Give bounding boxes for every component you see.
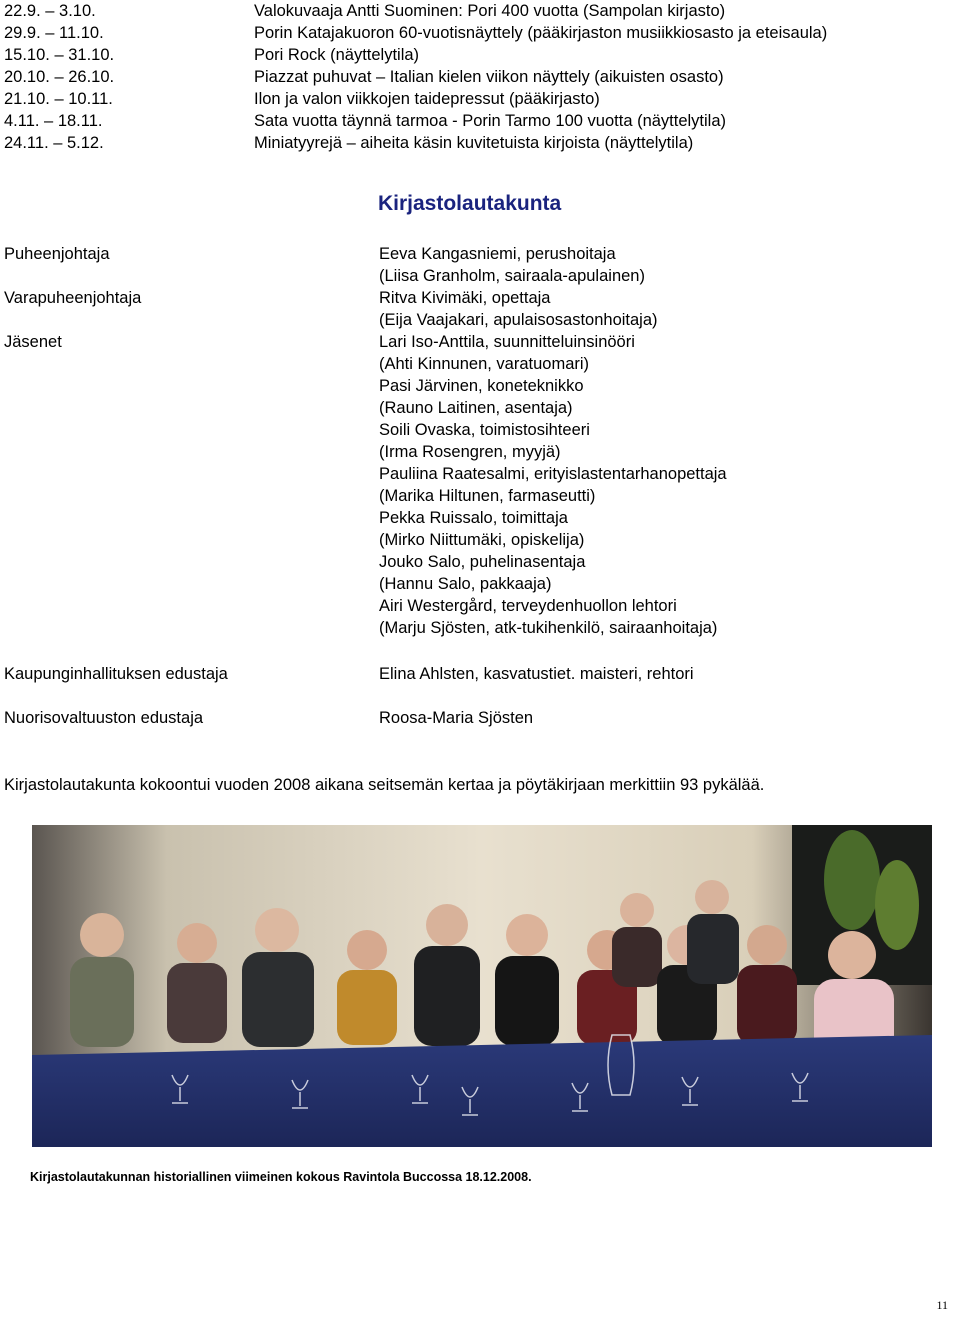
- city-board-rep-name: Elina Ahlsten, kasvatustiet. maisteri, rehtori: [379, 665, 694, 683]
- meeting-summary: Kirjastolautakunta kokoontui vuoden 2008 aikana seitsemän kertaa ja pöytäkirjaan merkittiin 93 pykälää.: [4, 776, 765, 794]
- exhibition-description: Valokuvaaja Antti Suominen: Pori 400 vuotta (Sampolan kirjasto): [254, 2, 726, 20]
- exhibition-description: Piazzat puhuvat – Italian kielen viikon näyttely (aikuisten osasto): [254, 68, 724, 86]
- exhibition-date: 21.10. – 10.11.: [4, 90, 113, 108]
- exhibition-date: 22.9. – 3.10.: [4, 2, 96, 20]
- role-city-board-rep-label: Kaupunginhallituksen edustaja: [4, 665, 228, 683]
- member-line: Soili Ovaska, toimistosihteeri: [379, 421, 590, 439]
- role-chair-label: Puheenjohtaja: [4, 245, 110, 263]
- exhibition-row: [4, 88, 954, 110]
- member-line: (Liisa Granholm, sairaala-apulainen): [379, 267, 645, 285]
- exhibition-date: 29.9. – 11.10.: [4, 24, 104, 42]
- role-members-label: Jäsenet: [4, 333, 62, 351]
- exhibition-list: [4, 0, 954, 154]
- member-line: (Eija Vaajakari, apulaisosastonhoitaja): [379, 311, 658, 329]
- exhibition-description: Porin Katajakuoron 60-vuotisnäyttely (pääkirjaston musiikkiosasto ja eteisaula): [254, 24, 828, 42]
- exhibition-description: Sata vuotta täynnä tarmoa - Porin Tarmo 100 vuotta (näyttelytila): [254, 112, 727, 130]
- exhibition-row: [4, 0, 954, 22]
- exhibition-date: 4.11. – 18.11.: [4, 112, 103, 130]
- member-line: Lari Iso-Anttila, suunnitteluinsinööri: [379, 333, 635, 351]
- member-line: (Mirko Niittumäki, opiskelija): [379, 531, 585, 549]
- page-number: 11: [936, 1298, 948, 1312]
- exhibition-row: [4, 22, 954, 44]
- exhibition-description: Pori Rock (näyttelytila): [254, 46, 420, 64]
- member-line: (Hannu Salo, pakkaaja): [379, 575, 552, 593]
- exhibition-description: Ilon ja valon viikkojen taidepressut (pääkirjasto): [254, 90, 600, 108]
- member-line: Pasi Järvinen, koneteknikko: [379, 377, 584, 395]
- role-youth-council-rep-label: Nuorisovaltuuston edustaja: [4, 709, 204, 727]
- member-line: (Marika Hiltunen, farmaseutti): [379, 487, 596, 505]
- photo-caption: Kirjastolautakunnan historiallinen viimeinen kokous Ravintola Buccossa 18.12.2008.: [30, 1170, 532, 1184]
- role-vice-chair-label: Varapuheenjohtaja: [4, 289, 142, 307]
- member-line: Airi Westergård, terveydenhuollon lehtori: [379, 597, 677, 615]
- member-line: Jouko Salo, puhelinasentaja: [379, 553, 586, 571]
- member-line: (Ahti Kinnunen, varatuomari): [379, 355, 590, 373]
- exhibition-row: [4, 44, 954, 66]
- exhibition-row: [4, 132, 954, 154]
- exhibition-row: [4, 66, 954, 88]
- exhibition-row: [4, 110, 954, 132]
- section-heading: Kirjastolautakunta: [378, 192, 562, 215]
- member-line: (Irma Rosengren, myyjä): [379, 443, 561, 461]
- member-line: (Marju Sjösten, atk-tukihenkilö, sairaanhoitaja): [379, 619, 718, 637]
- member-line: Pauliina Raatesalmi, erityislastentarhanopettaja: [379, 465, 727, 483]
- meeting-photo-illustration: [32, 825, 932, 1147]
- meeting-photo: [32, 825, 932, 1147]
- exhibition-description: Miniatyyrejä – aiheita käsin kuvitetuista kirjoista (näyttelytila): [254, 134, 694, 152]
- exhibition-date: 20.10. – 26.10.: [4, 68, 115, 86]
- youth-council-rep-name: Roosa-Maria Sjösten: [379, 709, 534, 727]
- member-line: Pekka Ruissalo, toimittaja: [379, 509, 568, 527]
- member-line: (Rauno Laitinen, asentaja): [379, 399, 573, 417]
- member-line: Eeva Kangasniemi, perushoitaja: [379, 245, 616, 263]
- member-list: [379, 243, 727, 639]
- exhibition-date: 24.11. – 5.12.: [4, 134, 104, 152]
- member-line: Ritva Kivimäki, opettaja: [379, 289, 551, 307]
- exhibition-date: 15.10. – 31.10.: [4, 46, 115, 64]
